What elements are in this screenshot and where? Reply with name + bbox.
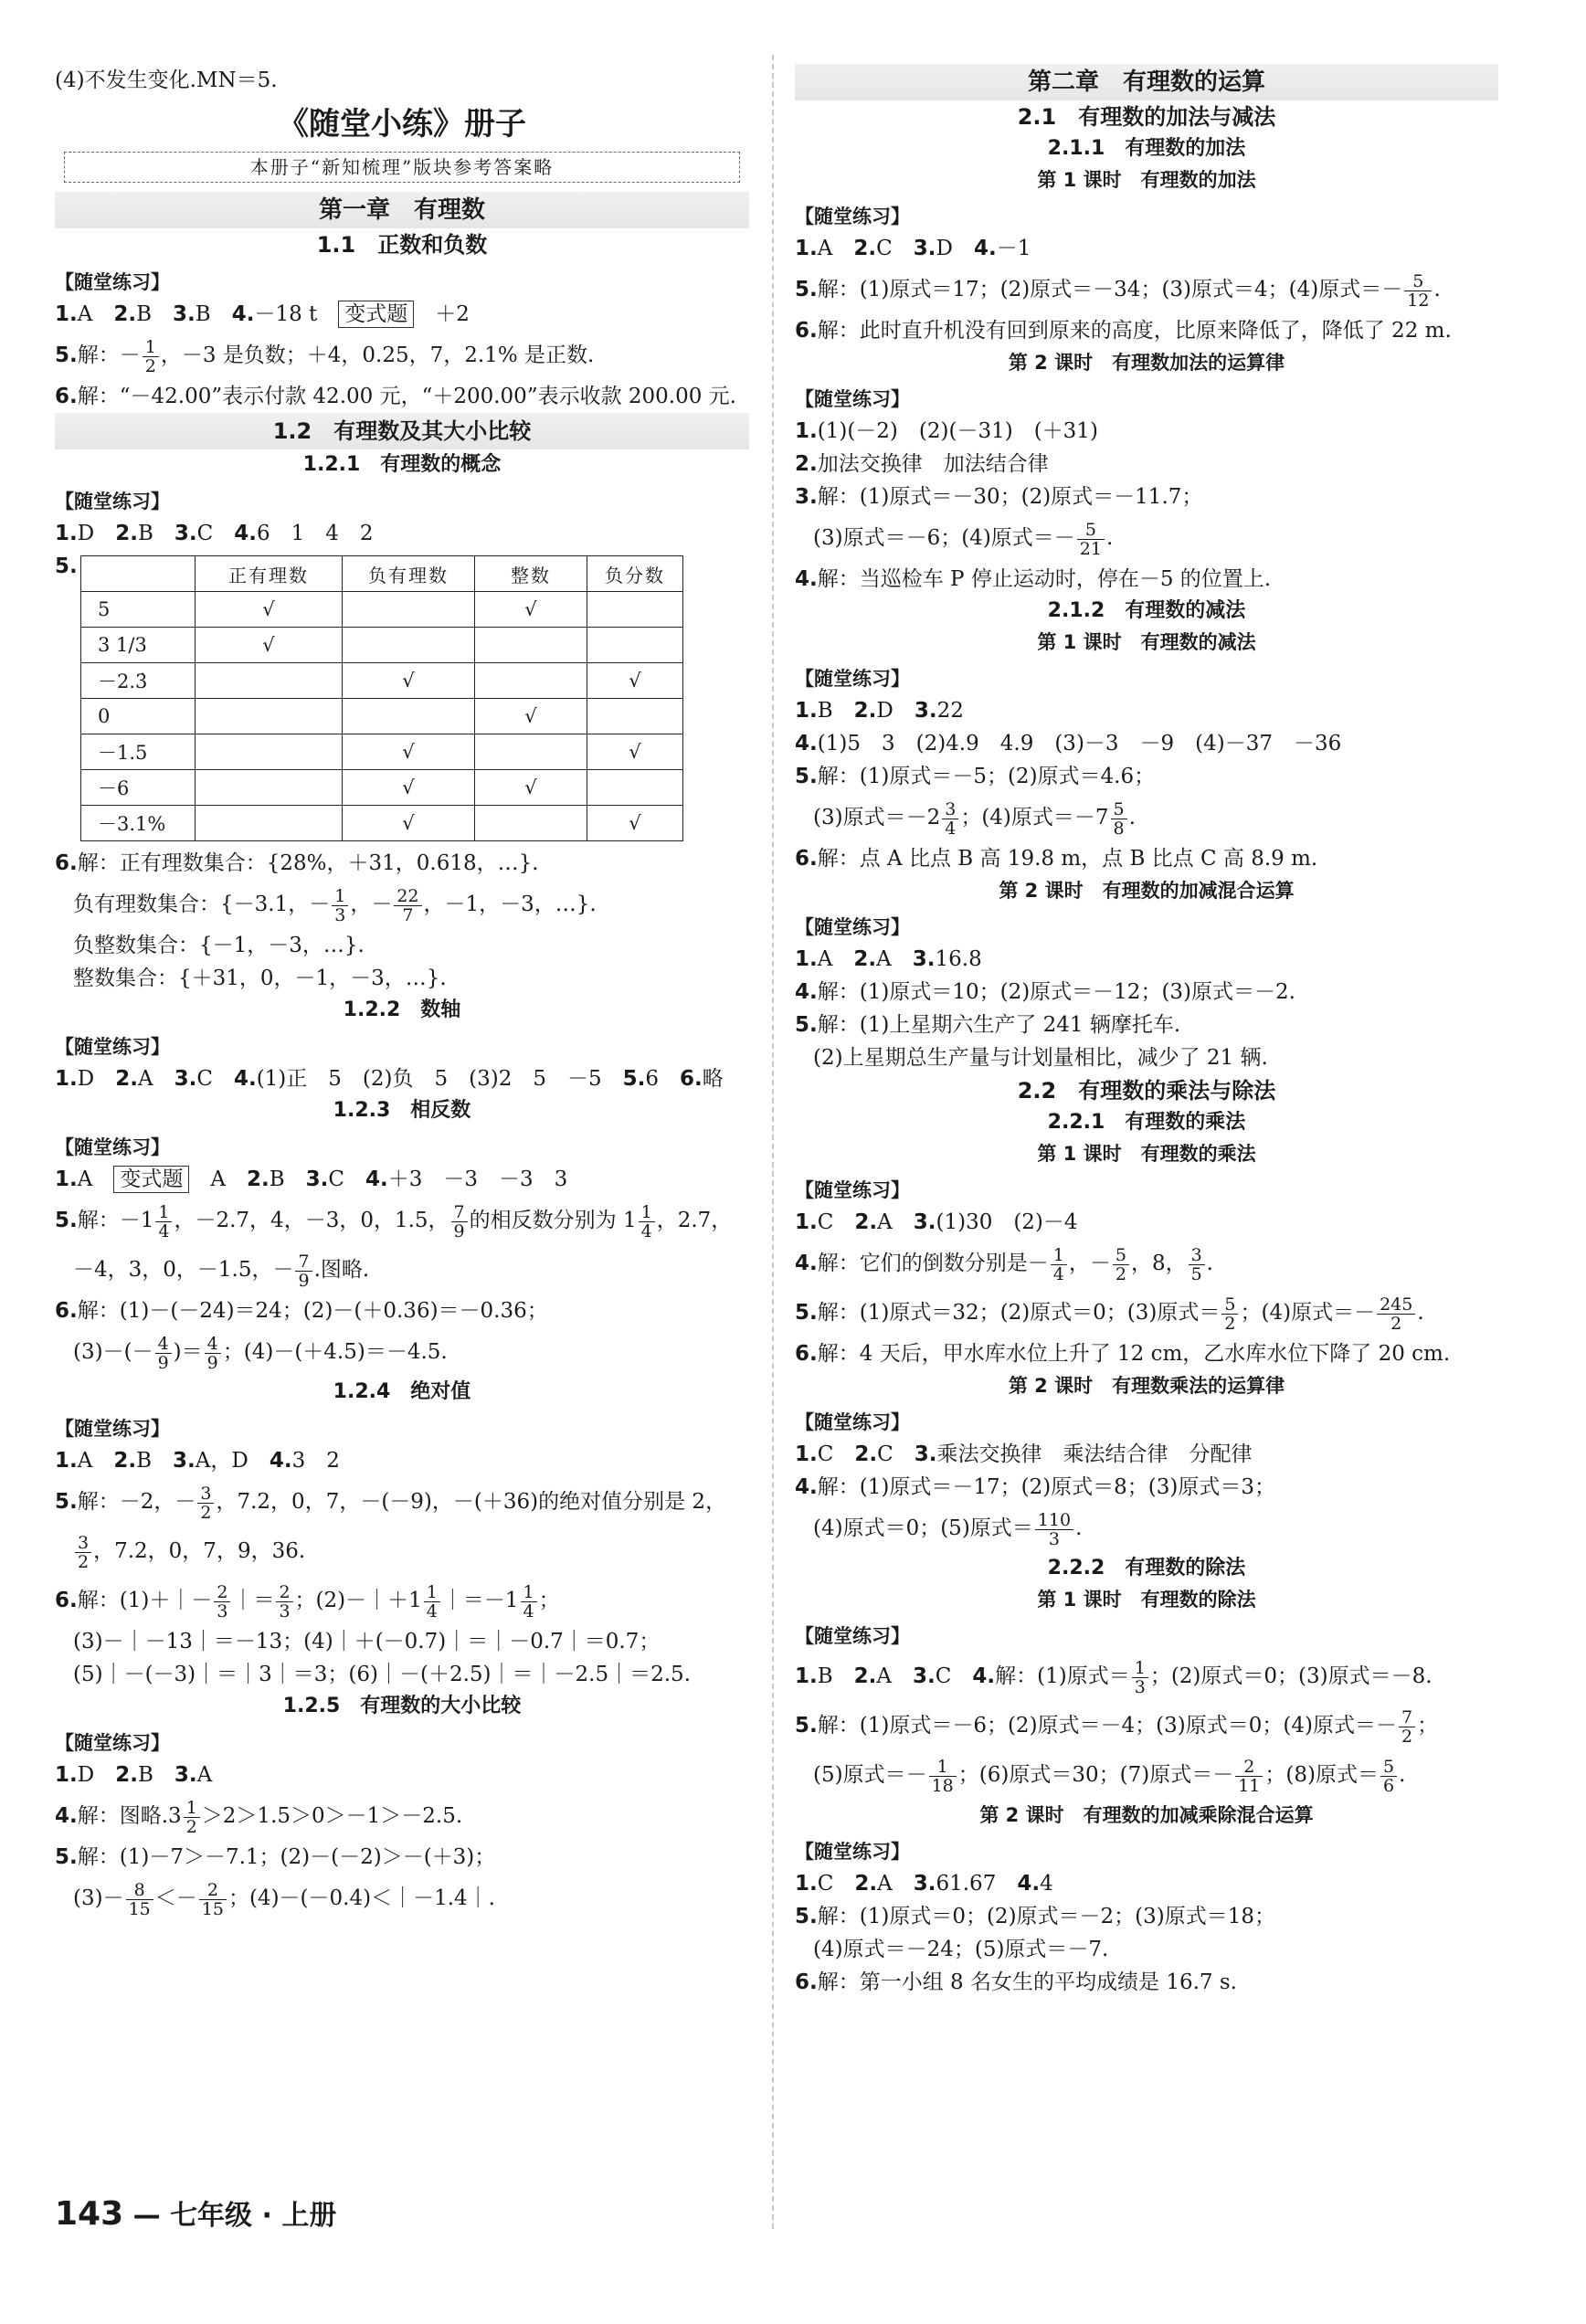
answer-line: (5)原式＝－ $\frac{1}{18}$ ；(6)原式＝30；(7)原式＝－ $\frac{2}{11}$ ；(8)原式＝ $\frac{5}{6}$ . <box>813 1756 1406 1796</box>
answer-line: 1.C 2.A 3.61.67 4.4 <box>795 1872 1053 1896</box>
answer-line: 5. <box>55 555 78 578</box>
practice-tag: 【随堂练习】 <box>55 1418 170 1440</box>
fraction: $\frac{5}{12}$ <box>1404 272 1432 310</box>
section-title: 1.1 正数和负数 <box>316 232 488 258</box>
table-cell: √ <box>587 734 683 770</box>
column-divider <box>772 55 774 2229</box>
table-row <box>81 592 683 628</box>
answer-line: 1.A 变式题 A 2.B 3.C 4.＋3 －3 －3 3 <box>55 1167 568 1191</box>
answer-line: (2)上星期总生产量与计划量相比，减少了 21 辆. <box>813 1046 1268 1070</box>
fraction: $\frac{2}{3}$ <box>214 1583 230 1621</box>
table-header: 负分数 <box>587 556 683 592</box>
table-cell: 0 <box>81 699 196 734</box>
fraction: $\frac{1}{4}$ <box>521 1583 537 1621</box>
answer-line: 3.解：(1)原式＝－30；(2)原式＝－11.7； <box>795 485 1203 509</box>
fraction: $\frac{3}{4}$ <box>942 800 958 838</box>
practice-tag: 【随堂练习】 <box>55 271 170 293</box>
table-cell <box>196 734 343 770</box>
fraction: $\frac{22}{7}$ <box>394 887 421 924</box>
answer-line: 5.解：(1)－7＞－7.1；(2)－(－2)＞－(＋3)； <box>55 1845 496 1869</box>
table-header-row <box>81 556 683 592</box>
section-title: 2.1 有理数的加法与减法 <box>1017 104 1276 130</box>
practice-tag: 【随堂练习】 <box>795 916 910 938</box>
fraction: $\frac{1}{2}$ <box>184 1799 200 1836</box>
answer-line: 1.A 2.B 3.B 4.－18 t 变式题 ＋2 <box>55 302 470 326</box>
answer-line: 4.解：它们的倒数分别是－ $\frac{1}{4}$ ，－ $\frac{5}{2}$ ，8， $\frac{3}{5}$ . <box>795 1244 1213 1284</box>
answer-line: $\frac{3}{2}$ ，7.2，0，7，9，36. <box>55 1526 749 1576</box>
answer-line: 1.D 2.B 3.A <box>55 1763 213 1787</box>
page-number: 143 <box>55 2195 124 2233</box>
fraction: $\frac{7}{9}$ <box>295 1252 312 1290</box>
practice-tag: 【随堂练习】 <box>795 1179 910 1201</box>
answer-line: 1.B 2.D 3.22 <box>795 699 964 723</box>
answer-line: 1.B 2.A 3.C 4.解：(1)原式＝ $\frac{1}{3}$ ；(2)原式＝0；(3)原式＝－8. <box>795 1657 1433 1697</box>
answer-line: 1.D 2.B 3.C 4.6 1 4 2 <box>55 522 374 545</box>
subsection-title: 2.2.2 有理数的除法 <box>1047 1557 1246 1579</box>
practice-tag: 【随堂练习】 <box>55 1036 170 1058</box>
page-footer <box>55 2192 336 2233</box>
practice-tag: 【随堂练习】 <box>795 668 910 690</box>
answer-line: (3)原式＝－6；(4)原式＝－ $\frac{5}{21}$ . <box>813 519 1114 559</box>
table-cell <box>343 628 475 663</box>
left-column <box>55 64 749 1923</box>
answer-line: 4.解：(1)原式＝－17；(2)原式＝8；(3)原式＝3； <box>795 1475 1276 1499</box>
fraction: $\frac{4}{9}$ <box>205 1335 221 1372</box>
subsection-title: 1.2.5 有理数的大小比较 <box>282 1695 522 1717</box>
table-cell: √ <box>343 734 475 770</box>
answer-line: (3)－ $\frac{8}{15}$ ＜－ $\frac{2}{15}$ ；(4)－(－0.4)＜｜－1.4｜. <box>73 1879 495 1919</box>
answer-line: 6.解：(1)－(－24)＝24；(2)－(＋0.36)＝－0.36； <box>55 1299 548 1323</box>
answer-line: 5.解：(1)上星期六生产了 241 辆摩托车. <box>795 1013 1181 1037</box>
table-cell <box>343 699 475 734</box>
fraction: $\frac{7}{2}$ <box>1399 1708 1415 1746</box>
fraction: $\frac{2}{3}$ <box>276 1583 292 1621</box>
table-cell: √ <box>343 806 475 841</box>
section-title: 2.2 有理数的乘法与除法 <box>1017 1078 1276 1104</box>
answer-line: (3)原式＝－2 $\frac{3}{4}$ ；(4)原式＝－7 $\frac{5}{8}$ . <box>813 798 1136 839</box>
practice-tag: 【随堂练习】 <box>795 388 910 410</box>
table-cell: √ <box>343 663 475 699</box>
table-row <box>81 699 683 734</box>
answer-line: 1.(1)(－2) (2)(－31) (＋31) <box>795 419 1098 443</box>
answer-line: (4)原式＝0；(5)原式＝ $\frac{110}{3}$ . <box>813 1509 1083 1549</box>
answer-line: 6.解：4 天后，甲水库水位上升了 12 cm，乙水库水位下降了 20 cm. <box>795 1342 1451 1366</box>
chapter-title: 第一章 有理数 <box>55 192 749 228</box>
answer-line: (3)－(－ $\frac{4}{9}$ )＝ $\frac{4}{9}$ ；(4)－(＋4.5)＝－4.5. <box>73 1333 448 1373</box>
table-cell <box>475 628 587 663</box>
practice-tag: 【随堂练习】 <box>795 1625 910 1647</box>
lesson-title: 第 2 课时 有理数加法的运算律 <box>1008 352 1285 374</box>
answer-line: (4)不发生变化.MN＝5. <box>55 69 278 92</box>
subsection-title: 1.2.4 绝对值 <box>333 1380 471 1403</box>
answer-line: 1.A 2.C 3.D 4.－1 <box>795 237 1031 260</box>
right-column <box>795 64 1498 1999</box>
answer-line: －4，3，0，－1.5，－ $\frac{7}{9}$ .图略. <box>73 1251 370 1291</box>
answer-line: 1.A 2.B 3.A，D 4.3 2 <box>55 1449 340 1473</box>
note-box: 本册子“新知梳理”版块参考答案略 <box>64 152 740 183</box>
fraction: $\frac{5}{2}$ <box>1113 1246 1129 1283</box>
table-cell: √ <box>475 592 587 628</box>
table-cell <box>196 699 343 734</box>
answer-line: 5.解：(1)原式＝－5；(2)原式＝4.6； <box>795 765 1156 788</box>
table-cell: 3 1/3 <box>81 628 196 663</box>
fraction: $\frac{1}{4}$ <box>1051 1246 1067 1283</box>
subsection-title: 1.2.3 相反数 <box>333 1099 471 1122</box>
fraction: $\frac{5}{8}$ <box>1111 800 1127 838</box>
variant-tag: 变式题 <box>338 301 414 328</box>
answer-line: 5.解：－ $\frac{1}{2}$ ，－3 是负数；＋4，0.25，7，2.1% 是正数. <box>55 336 595 376</box>
answer-line: 5.解：(1)原式＝－6；(2)原式＝－4；(3)原式＝0；(4)原式＝－ $\frac{7}{2}$ ； <box>795 1706 1439 1747</box>
fraction: $\frac{1}{4}$ <box>424 1583 440 1621</box>
section-title: 1.2 有理数及其大小比较 <box>55 413 749 449</box>
fraction: $\frac{1}{3}$ <box>1132 1659 1148 1696</box>
book-title: 《随堂小练》册子 <box>278 106 526 143</box>
table-cell <box>475 806 587 841</box>
answer-line: 2.加法交换律 加法结合律 <box>795 452 1049 476</box>
answer-line: 5.解：(1)原式＝32；(2)原式＝0；(3)原式＝ $\frac{5}{2}$ ；(4)原式＝－ $\frac{245}{2}$ . <box>795 1294 1424 1334</box>
practice-tag: 【随堂练习】 <box>55 1136 170 1158</box>
answer-line: 5.解：－2，－ $\frac{3}{2}$ ，7.2，0，7，－(－9)，－(＋36)的绝对值分别是 2， <box>55 1483 727 1523</box>
subsection-title: 2.1.2 有理数的减法 <box>1047 599 1246 622</box>
answer-line: 4.解：(1)原式＝10；(2)原式＝－12；(3)原式＝－2. <box>795 980 1295 1004</box>
table-cell: √ <box>196 592 343 628</box>
answer-line: 整数集合：{＋31，0，－1，－3，…}. <box>73 967 447 990</box>
table-row <box>81 770 683 806</box>
fraction: $\frac{3}{2}$ <box>197 1484 214 1522</box>
lesson-title: 第 1 课时 有理数的减法 <box>1037 631 1256 653</box>
chapter-title: 第二章 有理数的运算 <box>795 64 1498 100</box>
table-cell <box>587 628 683 663</box>
lesson-title: 第 2 课时 有理数的加减混合运算 <box>999 880 1295 902</box>
fraction: $\frac{1}{4}$ <box>639 1203 655 1241</box>
footer-label: 七年级 · 上册 <box>170 2200 337 2232</box>
table-cell <box>587 699 683 734</box>
table-cell: √ <box>587 806 683 841</box>
answer-line: 4.解：图略.3 $\frac{1}{2}$ ＞2＞1.5＞0＞－1＞－2.5. <box>55 1797 463 1837</box>
answer-line: 负有理数集合：{－3.1，－ $\frac{1}{3}$ ，－ $\frac{22}{7}$ ，－1，－3，…}. <box>73 885 597 925</box>
table-cell: √ <box>587 663 683 699</box>
table-cell <box>587 770 683 806</box>
table-cell: －3.1% <box>81 806 196 841</box>
answer-line: 1.D 2.A 3.C 4.(1)正 5 (2)负 5 (3)2 5 －5 5.6 6.略 <box>55 1067 724 1091</box>
fraction: $\frac{1}{3}$ <box>332 887 348 924</box>
lesson-title: 第 2 课时 有理数乘法的运算律 <box>1008 1375 1285 1397</box>
subsection-title: 2.1.1 有理数的加法 <box>1047 137 1246 160</box>
answer-line: 6.解：正有理数集合：{28%，＋31，0.618，…}. <box>55 851 539 875</box>
fraction: $\frac{2}{11}$ <box>1235 1758 1263 1795</box>
table-cell: √ <box>475 699 587 734</box>
table-cell <box>196 806 343 841</box>
answer-line: 负整数集合：{－1，－3，…}. <box>73 934 365 957</box>
lesson-title: 第 1 课时 有理数的乘法 <box>1037 1143 1256 1165</box>
table-cell: √ <box>196 628 343 663</box>
table-cell <box>475 734 587 770</box>
fraction: $\frac{1}{2}$ <box>143 338 159 375</box>
table-cell: √ <box>475 770 587 806</box>
answer-line: 1.A 2.A 3.16.8 <box>795 947 982 971</box>
subsection-title: 1.2.1 有理数的概念 <box>302 453 502 476</box>
fraction: $\frac{8}{15}$ <box>126 1881 153 1918</box>
fraction: $\frac{7}{9}$ <box>451 1203 468 1241</box>
table-header: 负有理数 <box>343 556 475 592</box>
lesson-title: 第 2 课时 有理数的加减乘除混合运算 <box>979 1804 1314 1826</box>
answer-line: (4)原式＝－24；(5)原式＝－7. <box>813 1938 1109 1961</box>
table-cell <box>587 592 683 628</box>
table-cell <box>81 556 196 592</box>
fraction: $\frac{5}{2}$ <box>1221 1295 1238 1333</box>
lesson-title: 第 1 课时 有理数的除法 <box>1037 1589 1256 1611</box>
answer-line: (3)－｜－13｜＝－13；(4)｜＋(－0.7)｜＝｜－0.7｜＝0.7； <box>73 1630 661 1653</box>
table-row <box>81 806 683 841</box>
fraction: $\frac{3}{2}$ <box>75 1534 91 1571</box>
fraction: $\frac{2}{15}$ <box>199 1881 227 1918</box>
table-header: 整数 <box>475 556 587 592</box>
answer-line: (5)｜－(－3)｜＝｜3｜＝3；(6)｜－(＋2.5)｜＝｜－2.5｜＝2.5. <box>73 1663 691 1686</box>
footer-dash: — <box>132 2200 161 2232</box>
practice-tag: 【随堂练习】 <box>795 1411 910 1433</box>
table-row <box>81 663 683 699</box>
table-cell <box>196 770 343 806</box>
answer-line: 6.解：“－42.00”表示付款 42.00 元，“＋200.00”表示收款 200.00 元. <box>55 385 736 408</box>
answer-line: 6.解：点 A 比点 B 高 19.8 m，点 B 比点 C 高 8.9 m. <box>795 847 1318 871</box>
table-cell <box>343 592 475 628</box>
answer-line: 6.解：此时直升机没有回到原来的高度，比原来降低了，降低了 22 m. <box>795 319 1452 343</box>
fraction: $\frac{4}{9}$ <box>155 1335 172 1372</box>
answer-line: 6.解：第一小组 8 名女生的平均成绩是 16.7 s. <box>795 1970 1237 1994</box>
subsection-title: 2.2.1 有理数的乘法 <box>1047 1111 1246 1134</box>
practice-tag: 【随堂练习】 <box>795 1841 910 1863</box>
table-cell: －6 <box>81 770 196 806</box>
answer-line: 1.C 2.C 3.乘法交换律 乘法结合律 分配律 <box>795 1442 1253 1466</box>
fraction: $\frac{110}{3}$ <box>1035 1511 1073 1548</box>
table-cell: 5 <box>81 592 196 628</box>
answer-line: 1.C 2.A 3.(1)30 (2)－4 <box>795 1210 1078 1234</box>
fraction: $\frac{5}{21}$ <box>1077 521 1105 558</box>
practice-tag: 【随堂练习】 <box>55 1732 170 1754</box>
fraction: $\frac{245}{2}$ <box>1377 1295 1415 1333</box>
lesson-title: 第 1 课时 有理数的加法 <box>1037 169 1256 191</box>
fraction: $\frac{3}{5}$ <box>1189 1246 1205 1283</box>
table-header: 正有理数 <box>196 556 343 592</box>
fraction: $\frac{1}{18}$ <box>929 1758 957 1795</box>
practice-tag: 【随堂练习】 <box>55 491 170 512</box>
table-row <box>81 734 683 770</box>
table-cell: √ <box>343 770 475 806</box>
subsection-title: 1.2.2 数轴 <box>343 998 461 1021</box>
answer-line: 5.解：(1)原式＝17；(2)原式＝－34；(3)原式＝4；(4)原式＝－ $\frac{5}{12}$ . <box>795 270 1441 311</box>
variant-tag: 变式题 <box>113 1166 189 1193</box>
table-cell <box>196 663 343 699</box>
table-row <box>81 628 683 663</box>
practice-tag: 【随堂练习】 <box>795 206 910 227</box>
table-cell: －1.5 <box>81 734 196 770</box>
classification-table <box>80 555 683 841</box>
answer-line: 6.解：(1)＋｜－ $\frac{2}{3}$ ｜＝ $\frac{2}{3}$ ；(2)－｜＋1 $\frac{1}{4}$ ｜＝－1 $\frac{1}{4}$ ； <box>55 1581 560 1622</box>
fraction: $\frac{5}{6}$ <box>1380 1758 1397 1795</box>
table-cell <box>475 663 587 699</box>
answer-line: 5.解：－1 $\frac{1}{4}$ ，－2.7，4，－3，0，1.5， $\frac{7}{9}$ 的相反数分别为 1 $\frac{1}{4}$ ，2.7， <box>55 1201 733 1241</box>
answer-line: 4.解：当巡检车 P 停止运动时，停在－5 的位置上. <box>795 567 1272 591</box>
fraction: $\frac{1}{4}$ <box>155 1203 172 1241</box>
answer-line: 4.(1)5 3 (2)4.9 4.9 (3)－3 －9 (4)－37 －36 <box>795 732 1342 755</box>
table-cell: －2.3̇ <box>81 663 196 699</box>
answer-line: 5.解：(1)原式＝0；(2)原式＝－2；(3)原式＝18； <box>795 1905 1276 1928</box>
